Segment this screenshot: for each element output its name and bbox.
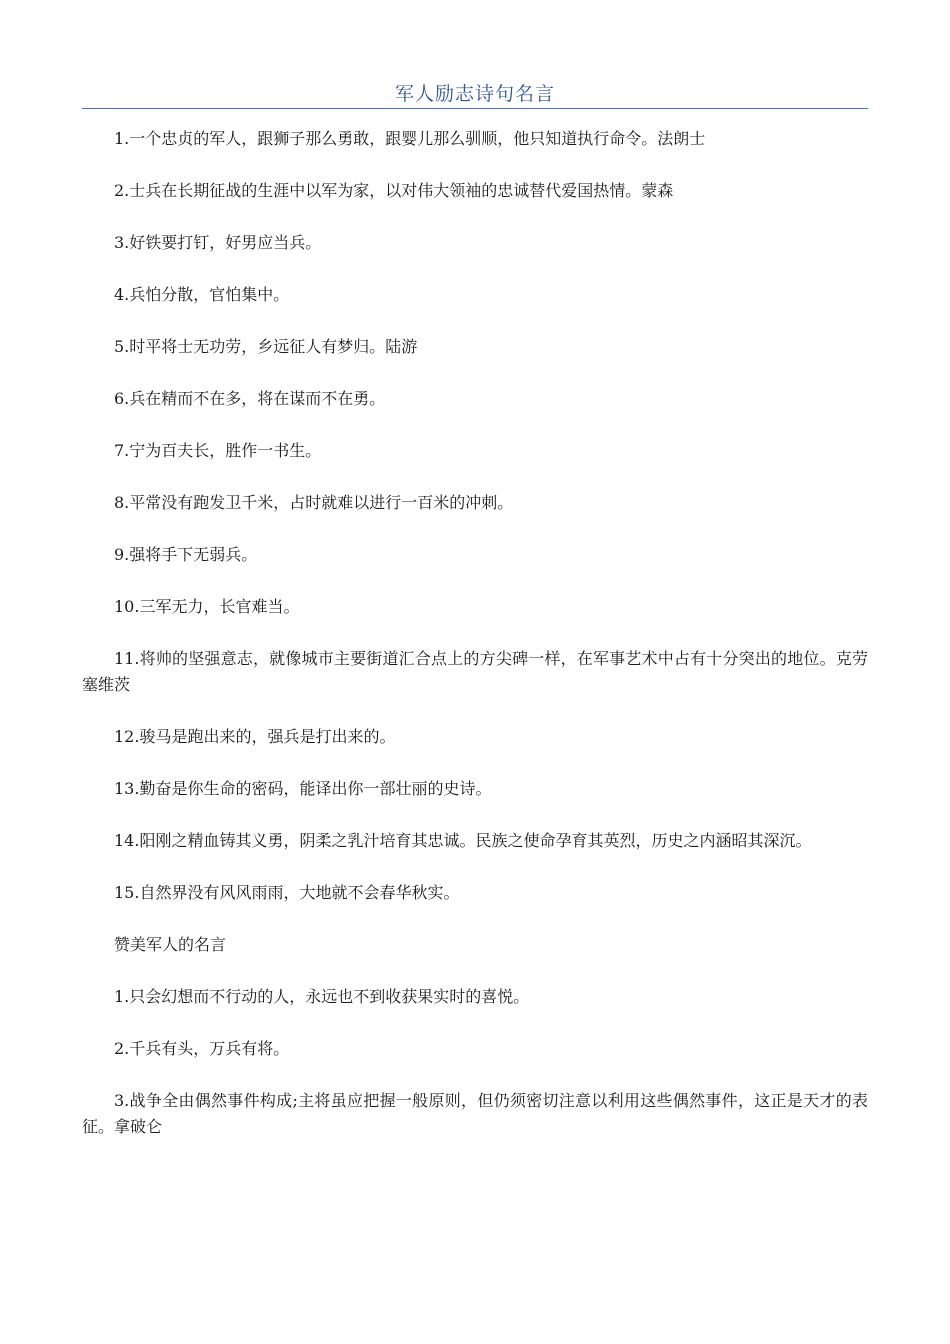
quote-paragraph-18: 3.战争全由偶然事件构成;主将虽应把握一般原则，但仍须密切注意以利用这些偶然事件，这正是天才的表征。拿破仑 (82, 1091, 868, 1136)
title-underline (82, 108, 868, 109)
section-heading: 赞美军人的名言 (114, 935, 227, 954)
document-body (82, 126, 868, 1166)
quote-paragraph-13: 13.勤奋是你生命的密码，能译出你一部壮丽的史诗。 (114, 779, 492, 798)
quote-paragraph-4: 4.兵怕分散，官怕集中。 (114, 285, 290, 304)
quote-paragraph-12: 12.骏马是跑出来的，强兵是打出来的。 (114, 727, 396, 746)
quote-paragraph-11: 11.将帅的坚强意志，就像城市主要街道汇合点上的方尖碑一样，在军事艺术中占有十分突出的地位。克劳塞维茨 (82, 649, 868, 694)
quote-paragraph-1: 1.一个忠贞的军人，跟狮子那么勇敢，跟婴儿那么驯顺，他只知道执行命令。法朗士 (114, 129, 706, 148)
quote-paragraph-9: 9.强将手下无弱兵。 (114, 545, 258, 564)
quote-paragraph-8: 8.平常没有跑发卫千米，占时就难以进行一百米的冲刺。 (114, 493, 514, 512)
quote-paragraph-15: 15.自然界没有风风雨雨，大地就不会春华秋实。 (114, 883, 460, 902)
quote-paragraph-17: 2.千兵有头，万兵有将。 (114, 1039, 290, 1058)
quote-paragraph-10: 10.三军无力，长官难当。 (114, 597, 300, 616)
quote-paragraph-3: 3.好铁要打钉，好男应当兵。 (114, 233, 322, 252)
document-title: 军人励志诗句名言 (394, 83, 555, 105)
quote-paragraph-6: 6.兵在精而不在多，将在谋而不在勇。 (114, 389, 386, 408)
quote-paragraph-2: 2.士兵在长期征战的生涯中以军为家，以对伟大领袖的忠诚替代爱国热情。蒙森 (114, 181, 674, 200)
quote-paragraph-14: 14.阳刚之精血铸其义勇，阴柔之乳汁培育其忠诚。民族之使命孕育其英烈，历史之内涵昭其深沉。 (114, 831, 812, 850)
quote-paragraph-16: 1.只会幻想而不行动的人，永远也不到收获果实时的喜悦。 (114, 987, 530, 1006)
quote-paragraph-7: 7.宁为百夫长，胜作一书生。 (114, 441, 322, 460)
quote-paragraph-5: 5.时平将士无功劳，乡远征人有梦归。陆游 (114, 337, 418, 356)
